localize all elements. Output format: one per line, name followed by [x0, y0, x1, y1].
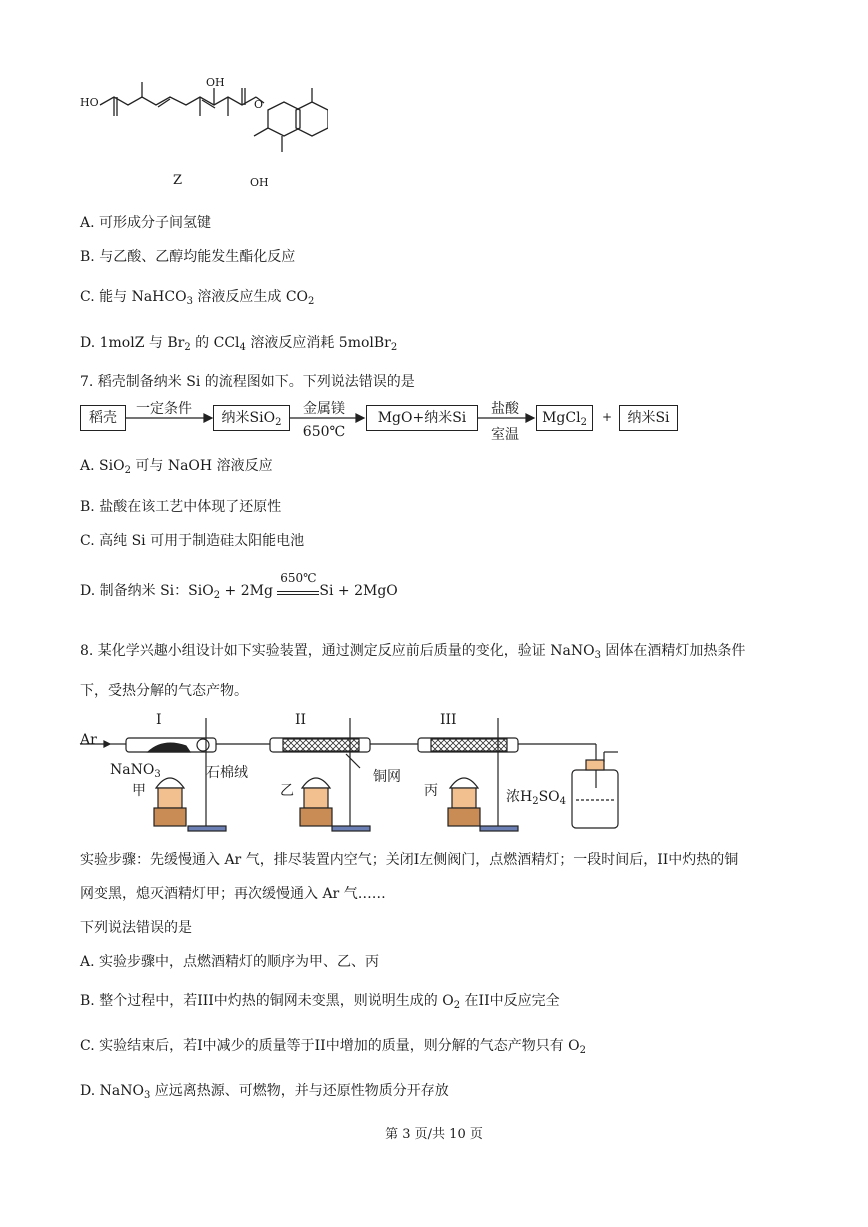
- flow-arrow2-top: 金属镁: [303, 401, 345, 417]
- q8-option-c: C. 实验结束后，若I中减少的质量等于II中增加的质量，则分解的气态产物只有 $O_2$: [80, 1038, 587, 1056]
- q8-stem-line2: 下，受热分解的气态产物。: [80, 683, 248, 699]
- hooc-label: HO: [80, 96, 99, 109]
- label-burner-jia: 甲: [132, 783, 146, 799]
- flow-arrow2-bottom: 650℃: [302, 424, 346, 440]
- q8-steps-line2: 网变黑，熄灭酒精灯甲；再次缓慢通入 Ar 气……: [80, 886, 386, 902]
- label-nano3: NaNO$_3$: [110, 762, 161, 780]
- q7-option-b: B. 盐酸在该工艺中体现了还原性: [80, 499, 282, 515]
- q8-question: 下列说法错误的是: [80, 920, 192, 936]
- reaction-condition: 650℃: [280, 571, 317, 585]
- flow-box-rice-husk: 稻壳: [80, 405, 126, 431]
- q7-option-c: C. 高纯 Si 可用于制造硅太阳能电池: [80, 533, 305, 549]
- oh-bottom-label: OH: [250, 176, 269, 189]
- experiment-apparatus: [78, 710, 638, 835]
- q7-option-d: D. 制备纳米 Si：SiO$_2$ + 2Mg 650℃ Si + 2MgO: [80, 571, 398, 601]
- ester-o-label: O: [254, 98, 264, 111]
- q6-option-d: D. 1molZ 与 $Br_2$ 的 CCl$_4$ 溶液反应消耗 5molBr$_2$: [80, 335, 398, 353]
- q7-option-a: A. SiO$_2$ 可与 NaOH 溶液反应: [80, 458, 273, 476]
- q6-option-c: C. 能与 NaHCO$_3$ 溶液反应生成 $CO_2$: [80, 289, 315, 307]
- q8-option-a: A. 实验步骤中，点燃酒精灯的顺序为甲、乙、丙: [80, 954, 380, 970]
- structure-label: Z: [173, 173, 183, 188]
- flow-box-nano-si: 纳米Si: [619, 405, 678, 431]
- flow-box-mgo-si: MgO+纳米Si: [366, 405, 478, 431]
- label-burner-bing: 丙: [424, 783, 438, 799]
- flow-arrow3-top: 盐酸: [491, 401, 519, 417]
- q8-option-b: B. 整个过程中，若III中灼热的铜网未变黑，则说明生成的 $O_2$ 在II中反应完全: [80, 993, 560, 1011]
- flow-arrow3-bottom: 室温: [491, 427, 519, 443]
- label-copper-mesh: 铜网: [373, 769, 401, 785]
- page-footer: 第 3 页/共 10 页: [385, 1127, 483, 1142]
- label-burner-yi: 乙: [280, 783, 294, 799]
- flow-arrows: [0, 0, 868, 460]
- label-asbestos: 石棉绒: [206, 765, 248, 781]
- q6-option-a: A. 可形成分子间氢键: [80, 215, 212, 231]
- label-ar: Ar: [80, 732, 97, 748]
- q8-option-d: D. NaNO$_3$ 应远离热源、可燃物，并与还原性物质分开存放: [80, 1083, 449, 1101]
- oh-top-label: OH: [206, 76, 225, 89]
- q6-option-b: B. 与乙酸、乙醇均能发生酯化反应: [80, 249, 296, 265]
- flow-box-nano-sio2: 纳米SiO$_2$: [213, 405, 290, 431]
- label-conc-h2so4: 浓$H_2SO_4$: [506, 789, 567, 807]
- flow-plus: +: [601, 410, 613, 424]
- q7-stem: 7. 稻壳制备纳米 Si 的流程图如下。下列说法错误的是: [80, 374, 415, 390]
- flow-box-mgcl2: MgCl$_2$: [536, 405, 593, 431]
- label-tube-iii: III: [440, 712, 457, 728]
- label-tube-i: I: [156, 712, 162, 728]
- q8-stem-line1: 8. 某化学兴趣小组设计如下实验装置，通过测定反应前后质量的变化，验证 NaNO$_3$ 固体在酒精灯加热条件: [80, 643, 746, 661]
- q8-steps-line1: 实验步骤：先缓慢通入 Ar 气，排尽装置内空气；关闭I左侧阀门，点燃酒精灯；一段时间后，II中灼热的铜: [80, 852, 739, 868]
- label-tube-ii: II: [295, 712, 307, 728]
- flow-arrow1-label: 一定条件: [136, 401, 192, 417]
